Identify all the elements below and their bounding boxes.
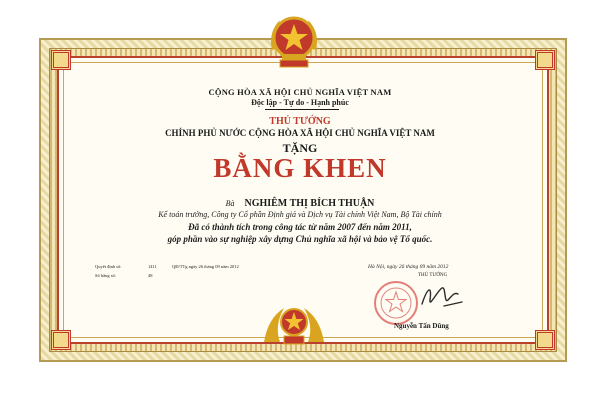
national-emblem-icon (266, 10, 322, 76)
corner-ornament-top-left (51, 50, 71, 70)
award-title: BẰNG KHEN (213, 153, 387, 183)
decision-date: QĐ/TTg ngày 26 tháng 09 năm 2012 (172, 264, 239, 269)
book-number: 48 (148, 273, 153, 278)
recipient-position: Kế toán trưởng, Công ty Cổ phần Định giá và Dịch vụ Tài chính Việt Nam, Bộ Tài chính (158, 210, 442, 219)
government-name: CHÍNH PHỦ NƯỚC CỘNG HÒA XÃ HỘI CHỦ NGHĨA VIỆT NAM (165, 128, 435, 138)
achievement-line-2: góp phần vào sự nghiệp xây dựng Chủ nghĩa xã hội và bảo vệ Tổ quốc. (167, 234, 433, 244)
decision-number: 1411 (148, 264, 157, 269)
corner-ornament-bottom-right (535, 330, 555, 350)
signer-name: Nguyễn Tấn Dũng (394, 322, 449, 330)
corner-ornament-bottom-left (51, 330, 71, 350)
achievement-line-1: Đã có thành tích trong công tác từ năm 2007 đến năm 2011, (188, 222, 412, 232)
decision-number-label: Quyết định số: (95, 264, 122, 269)
national-motto: Độc lập - Tự do - Hạnh phúc (251, 98, 349, 107)
corner-ornament-top-right (535, 50, 555, 70)
book-number-label: Sổ bằng số: (95, 273, 117, 278)
handwritten-signature (418, 282, 466, 312)
official-seal-icon (372, 279, 420, 327)
issuer-title: THỦ TƯỚNG (269, 116, 331, 127)
recipient-honorific: Bà (225, 199, 235, 208)
country-name: CỘNG HÒA XÃ HỘI CHỦ NGHĨA VIỆT NAM (208, 87, 392, 97)
award-verb: TẶNG (282, 141, 318, 155)
recipient-name: NGHIÊM THỊ BÍCH THUẬN (244, 198, 375, 209)
signing-dateline: Hà Nội, ngày 26 tháng 09 năm 2012 (368, 264, 449, 270)
bottom-emblem-icon (262, 298, 326, 348)
signer-role: THỦ TƯỚNG (418, 273, 448, 278)
recipient-line (0, 193, 600, 211)
motto-underline (265, 109, 339, 110)
